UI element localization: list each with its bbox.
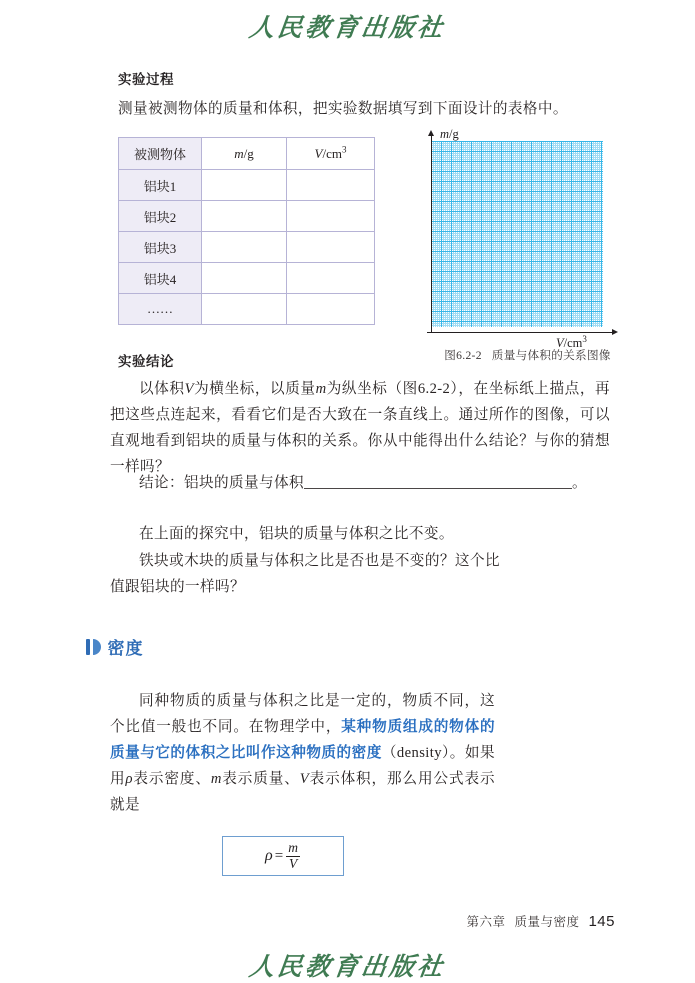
cell-volume[interactable]: [287, 294, 375, 325]
density-var-m: m: [210, 771, 222, 787]
table-row: [119, 294, 375, 325]
cell-mass[interactable]: [202, 263, 287, 294]
fill-in-blank[interactable]: [304, 474, 572, 489]
formula-lhs: ρ: [265, 847, 273, 864]
page-number: 145: [588, 913, 615, 930]
header-volume-sup: 3: [341, 144, 347, 155]
fill-in-prefix: 结论：铝块的质量与体积: [139, 475, 304, 491]
y-axis-label: [440, 127, 459, 142]
table-header-object: 被测物体: [119, 138, 202, 170]
header-volume-unit: /cm: [322, 146, 342, 162]
x-axis-sup: 3: [582, 334, 587, 344]
cell-mass[interactable]: [202, 201, 287, 232]
formula-numerator: m: [288, 840, 298, 856]
measurement-table-wrapper: [118, 137, 375, 325]
formula-equals: =: [274, 847, 284, 864]
experiment-conclusion-heading: 实验结论: [118, 354, 174, 370]
publisher-logo-bottom: 人民教育出版社: [247, 954, 447, 981]
cell-volume[interactable]: [287, 232, 375, 263]
density-formula-box: [222, 836, 344, 876]
experiment-process-heading: 实验过程: [118, 72, 174, 88]
cell-volume[interactable]: [287, 170, 375, 201]
row-label: 铝块1: [119, 170, 202, 201]
cell-volume[interactable]: [287, 263, 375, 294]
density-body-part-3: 表示密度、: [132, 771, 211, 787]
density-heading-label: 密度: [107, 639, 144, 659]
density-body-part-5: 表示体积，那么用公式表示就是: [110, 771, 495, 813]
experiment-conclusion-paragraph: [110, 376, 610, 480]
density-definition-highlight: 某种物质组成的物体的质量与它的体积之比叫作这种物质的密度: [110, 719, 495, 761]
x-axis-unit: /cm: [563, 336, 583, 351]
figure-caption-text: 质量与体积的关系图像: [491, 349, 611, 362]
x-axis: [427, 332, 613, 333]
cell-mass[interactable]: [202, 232, 287, 263]
y-axis: [431, 135, 432, 333]
page-footer: [380, 912, 615, 930]
density-body-part-2: （density）。如果用: [110, 745, 495, 787]
graph-paper-figure: [415, 127, 620, 362]
density-section-heading: [86, 634, 144, 659]
y-axis-var: m: [440, 127, 450, 141]
measurement-table: [118, 137, 375, 325]
density-body-paragraph: [110, 688, 495, 818]
footer-chapter-title: 质量与密度: [514, 915, 580, 929]
row-label: 铝块3: [119, 232, 202, 263]
cell-volume[interactable]: [287, 201, 375, 232]
row-label: 铝块2: [119, 201, 202, 232]
formula-fraction: [285, 841, 301, 870]
conclusion-var-V: V: [184, 381, 194, 397]
formula-denominator: V: [286, 856, 300, 871]
figure-caption: [415, 347, 640, 363]
publisher-logo-top: 人民教育出版社: [247, 15, 447, 42]
table-row: [119, 170, 375, 201]
discussion-paragraph-1: 在上面的探究中，铝块的质量与体积之比不变。: [139, 526, 454, 542]
conclusion-fill-in-line: [110, 470, 610, 496]
density-formula: [265, 841, 301, 870]
figure-caption-number: 图6.2-2: [444, 349, 482, 362]
table-row: [119, 232, 375, 263]
row-label: ……: [119, 294, 202, 325]
header-volume-var: V: [314, 146, 323, 162]
fill-in-suffix: 。: [571, 475, 587, 491]
table-row: [119, 263, 375, 294]
cell-mass[interactable]: [202, 294, 287, 325]
discussion-paragraph-2: 铁块或木块的质量与体积之比是否也是不变的？这个比值跟铝块的一样吗？: [110, 553, 500, 595]
density-body-part-1: 同种物质的质量与体积之比是一定的，物质不同，这个比值一般也不同。在物理学中，: [110, 693, 495, 735]
density-var-V: V: [299, 771, 310, 787]
conclusion-seg-b: 为横坐标，以质量: [193, 381, 316, 397]
cell-mass[interactable]: [202, 170, 287, 201]
conclusion-var-m: m: [315, 381, 327, 397]
experiment-process-intro: 测量被测物体的质量和体积，把实验数据填写到下面设计的表格中。: [118, 101, 568, 117]
table-row: [119, 201, 375, 232]
conclusion-seg-a: 以体积: [139, 381, 185, 397]
footer-chapter: 第六章: [466, 915, 506, 929]
header-mass-unit: /g: [243, 145, 254, 161]
x-axis-var: V: [556, 336, 564, 351]
conclusion-seg-c: 为纵坐标（图6.2-2），在坐标纸上描点，再把这些点连起来，看看它们是否大致在一条直线上。通过所作的图像，可以直观地看到铝块的质量与体积的关系。你从中能得出什么结论？与你的猜想一样吗？: [110, 381, 610, 475]
table-header-row: [119, 138, 375, 170]
section-marker-icon: [86, 639, 101, 655]
table-header-mass: [202, 138, 287, 170]
y-axis-unit: /g: [449, 127, 459, 141]
row-label: 铝块4: [119, 263, 202, 294]
graph-grid: [431, 141, 603, 327]
density-body-part-4: 表示质量、: [221, 771, 300, 787]
density-var-rho: ρ: [125, 771, 133, 787]
header-mass-var: m: [234, 145, 244, 161]
table-header-volume: [287, 138, 375, 170]
